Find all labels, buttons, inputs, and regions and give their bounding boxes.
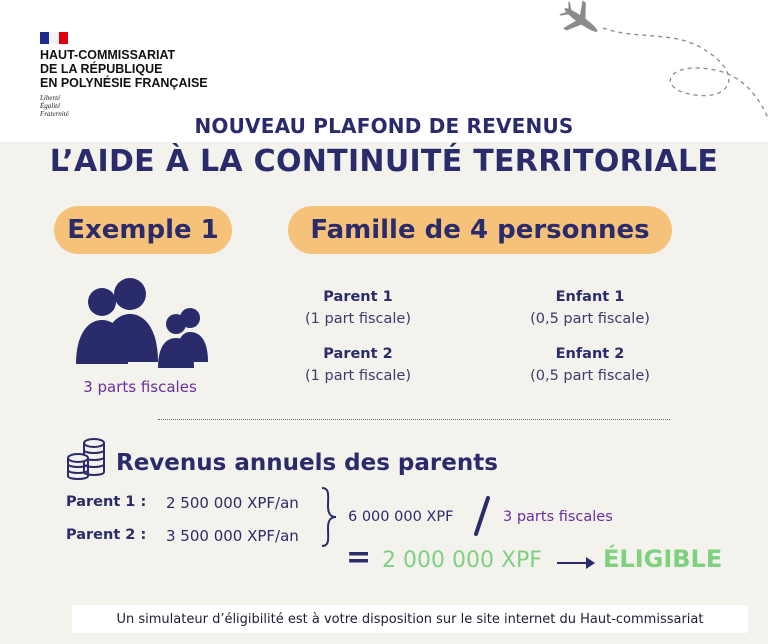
family-badge: Famille de 4 personnes (288, 206, 672, 254)
member-part: (0,5 part fiscale) (530, 311, 650, 327)
section-divider (158, 419, 670, 420)
member-parent-2 (258, 343, 458, 387)
income-value: 3 500 000 XPF/an (166, 527, 299, 545)
equals-sign: = (346, 540, 372, 575)
page-title: L’AIDE À LA CONTINUITÉ TERRITORIALE (49, 144, 719, 179)
income-total: 6 000 000 XPF (348, 509, 454, 525)
income-divisor: 3 parts fiscales (503, 509, 613, 525)
member-part: (0,5 part fiscale) (530, 368, 650, 384)
member-enfant-2 (490, 343, 690, 387)
member-part: (1 part fiscale) (305, 311, 411, 327)
brace-icon (318, 486, 340, 548)
motto-line: Égalité (40, 102, 61, 110)
member-part: (1 part fiscale) (305, 368, 411, 384)
institution-line: HAUT-COMMISSARIAT (40, 48, 176, 62)
example-badge: Exemple 1 (54, 206, 232, 254)
member-parent-1 (258, 286, 458, 330)
page-subtitle: NOUVEAU PLAFOND DE REVENUS (194, 114, 574, 138)
income-label: Parent 1 : (66, 494, 147, 510)
institution-name (40, 48, 280, 90)
member-enfant-1 (490, 286, 690, 330)
member-name: Parent 1 (323, 289, 393, 305)
income-value: 2 500 000 XPF/an (166, 494, 299, 512)
arrow-right-icon (556, 556, 596, 570)
institution-line: DE LA RÉPUBLIQUE (40, 62, 163, 76)
slash-icon (472, 496, 492, 536)
coins-icon (64, 436, 108, 482)
flag-logo-icon (40, 32, 68, 44)
motto-line: Liberté (40, 94, 61, 102)
income-result: 2 000 000 XPF (382, 548, 542, 573)
parts-total-label: 3 parts fiscales (83, 378, 197, 396)
member-name: Enfant 2 (555, 346, 625, 362)
member-name: Parent 2 (323, 346, 393, 362)
motto-line: Fraternité (40, 110, 69, 118)
income-label: Parent 2 : (66, 527, 147, 543)
eligibility-status: ÉLIGIBLE (603, 545, 723, 573)
institution-line: EN POLYNÉSIE FRANÇAISE (40, 76, 208, 90)
people-icon (72, 272, 212, 372)
footer-text: Un simulateur d’éligibilité est à votre disposition sur le site internet du Haut-commissariat (116, 611, 704, 627)
member-name: Enfant 1 (555, 289, 625, 305)
footer-note (72, 605, 748, 633)
income-title: Revenus annuels des parents (116, 450, 498, 476)
